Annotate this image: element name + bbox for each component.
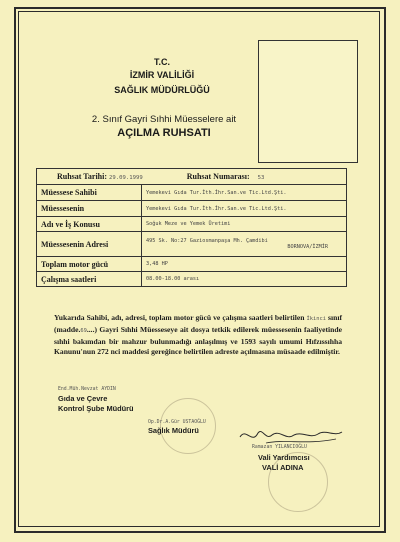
row-label: Adı ve İş Konusu: [37, 217, 142, 232]
table-row: [37, 185, 347, 201]
signatory-name: Ramazan YILANCIOĞLU: [252, 445, 307, 450]
header-valilik: İZMİR VALİLİĞİ: [129, 70, 195, 80]
row-label: Toplam motor gücü: [37, 257, 142, 272]
table-row: [37, 217, 347, 232]
row-value: Yemekevi Gıda Tur.İth.İhr.San.ve Tic.Ltd.Şti.: [142, 185, 347, 201]
ruhsat-tarihi-label: Ruhsat Tarihi:: [57, 172, 108, 181]
row-value: 3,48 HP: [142, 257, 347, 272]
permit-body-text: Yukarıda Sahibi, adı, adresi, toplam motor gücü ve çalışma saatleri belirtilen İkinci sınıf (madde.69....) Gayri Sıhhi Müesseseye ait dosya tetkik edilerek müessesenin faaliyetinde sıhhi bakımdan bir mahzur bulunmadığı anlaşılmış ve 1593 sayılı umumi Hıfzıssıhha Kanunu'nun 272 nci maddesi gereğince belirtilen adreste açılmasına müsaade edilmiştir.: [54, 313, 342, 357]
signature-block-mudur: Op.Dr.A.Gür USTAOĞLU Sağlık Müdürü: [148, 420, 206, 435]
document-title: AÇILMA RUHSATI: [117, 127, 211, 139]
ruhsat-numarasi-label: Ruhsat Numarası:: [186, 172, 250, 181]
header-sinif: 2. Sınıf Gayri Sıhhi Müesselere ait: [91, 114, 237, 125]
class-fill: İkinci: [306, 316, 326, 322]
table-row: [37, 232, 347, 257]
signature-block-sube: End.Müh.Nevzat AYDIN Gıda ve Çevre Kontrol Şube Müdürü: [58, 387, 134, 413]
row-label: Müessesenin: [37, 201, 142, 217]
row-label: Çalışma saatleri: [37, 272, 142, 287]
signatory-name: End.Müh.Nevzat AYDIN: [58, 387, 116, 392]
header-tc: T.C.: [153, 57, 170, 67]
row-value: 08.00-18.00 arası: [142, 272, 347, 287]
table-row: [37, 169, 347, 185]
signature-block-vali: Ramazan YILANCIOĞLU Vali Yardımcısı VALİ ADINA: [252, 445, 310, 472]
row-label: Müessesenin Adresi: [37, 232, 142, 257]
ruhsat-tarihi-value: 29.09.1999: [109, 175, 143, 181]
address-line-1: 495 Sk. No:27 Gaziosmanpaşa Mh. Çamdibi: [146, 238, 268, 244]
permit-table: [36, 168, 347, 287]
row-label: Müessese Sahibi: [37, 185, 142, 201]
signatory-name: Op.Dr.A.Gür USTAOĞLU: [148, 420, 206, 425]
row-value: Soğuk Meze ve Yemek Üretimi: [142, 217, 347, 232]
table-row: [37, 272, 347, 287]
madde-fill: 69: [80, 327, 87, 334]
address-line-2: BORNOVA/İZMİR: [287, 244, 328, 250]
header-mudurluk: SAĞLIK MÜDÜRLÜĞÜ: [114, 85, 210, 95]
table-row: [37, 257, 347, 272]
ruhsat-numarasi-value: 53: [257, 175, 265, 181]
row-value: Yemekevi Gıda Tur.İth.İhr.San.ve Tic.Ltd.Şti.: [142, 201, 347, 217]
table-row: [37, 201, 347, 217]
